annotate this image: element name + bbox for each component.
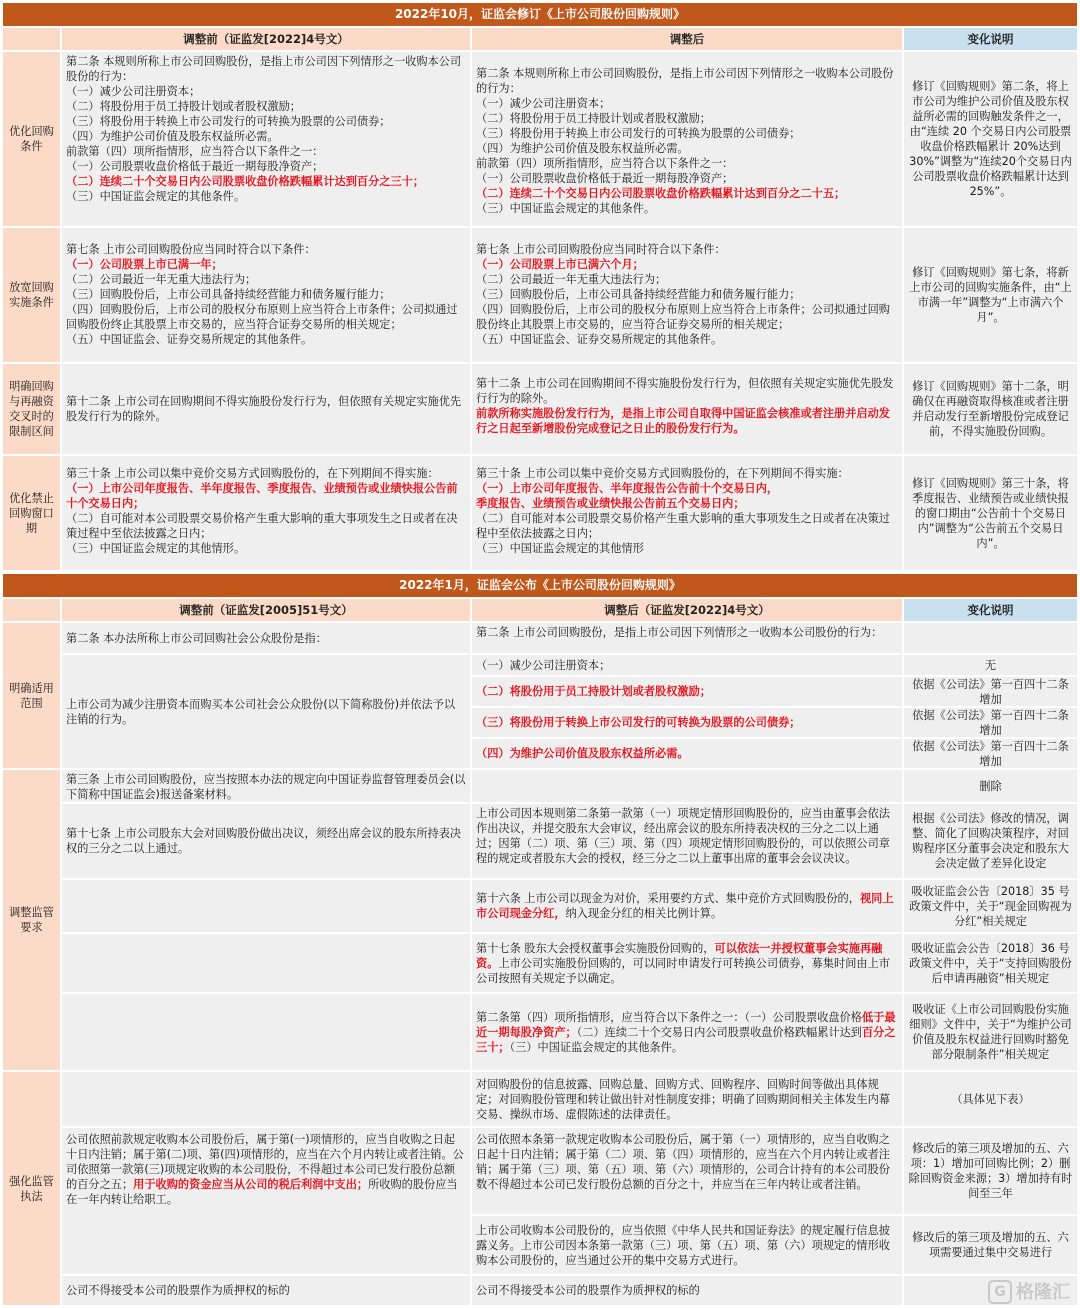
note-cell: 吸收证《上市公司回购股份实施细则》文件中，关于“为维护公司价值及股东权益进行回购时豁免部分限制条件”相关规定 <box>904 994 1077 1070</box>
note-cell: 依据《公司法》第一百四十二条增加 <box>904 739 1077 768</box>
clause-line: （三）中国证监会规定的其他条件。 <box>66 190 246 203</box>
note-cell: 修订《回购规则》第十二条，明确仅在再融资取得核准或者注册并启动发行至新增股份完成登记前，不得实施股份回购。 <box>904 364 1077 454</box>
after-cell: 第十六条 上市公司以现金为对价，采用要约方式、集中竞价方式回购股份的，视同上市公司现金分红，纳入现金分红的相关比例计算。 <box>472 880 902 932</box>
clause-line: 第七条 上市公司回购股份应当同时符合以下条件： <box>476 243 726 256</box>
clause-line: 第二条 本规则所称上市公司回购股份，是指上市公司因下列情形之一收购本公司股份的行为： <box>476 67 894 95</box>
clause-line: （一）公司股票上市已满六个月； <box>476 258 644 271</box>
after-cell: 上市公司因本规则第二条第一款第（一）项规定情形回购股份的，应当由董事会依法作出决议，并提交股东大会审议，经出席会议的股东所持表决权的三分之二以上通过；因第（二）项、第（三）项、第（四）项规定情形回购股份的，可以依照公司章程的规定或者股东大会的授权，经三分之二以上董事出席的董事会会议决议。 <box>472 804 902 878</box>
before-cell <box>62 994 470 1070</box>
before-cell: 第二条 本办法所称上市公司回购社会公众股份是指： <box>62 623 470 653</box>
note-cell: 依据《公司法》第一百四十二条增加 <box>904 677 1077 706</box>
after-cell: （一）减少公司注册资本； <box>472 655 902 675</box>
clause-line: （四）回购股份后，上市公司的股权分布原则上应当符合上市条件；公司拟通过回购股份终止其股票上市交易的，应当符合证券交易所的相关规定； <box>66 303 458 331</box>
before-cell <box>62 364 470 454</box>
gelonghui-logo-icon: G <box>988 1280 1012 1304</box>
note-cell: 修改后的第三项及增加的五、六项：1）增加可回购比例；2）删除回购资金来源；3）增加持有时间至三年 <box>904 1128 1077 1214</box>
clause-line: 季度报告、业绩预告或业绩快报公告前五个交易日内； <box>476 497 745 510</box>
note-cell: 无 <box>904 655 1077 675</box>
clause-line: （五）中国证监会、证券交易所规定的其他条件。 <box>66 333 313 346</box>
header-note: 变化说明 <box>904 599 1077 621</box>
clause-line: （三）回购股份后，上市公司具备持续经营能力和债务履行能力； <box>476 288 801 301</box>
header-before: 调整前（证监发[2022]4号文） <box>62 28 470 50</box>
category-cell: 放宽回购实施条件 <box>3 228 60 362</box>
before-cell <box>62 52 470 226</box>
note-cell: 根据《公司法》修改的情况，调整、简化了回购决策程序，对回购程序区分董事会决定和股东大会决定做了差异化设定 <box>904 804 1077 878</box>
after-cell: （四）为维护公司价值及股东权益所必需。 <box>472 739 902 768</box>
clause-line: （三）将股份用于转换上市公司发行的可转换为股票的公司债券； <box>476 127 801 140</box>
after-cell: 第二条 上市公司回购股份，是指上市公司因下列情形之一收购本公司股份的行为： <box>472 623 902 653</box>
header-after: 调整后 <box>472 28 902 50</box>
note-cell: （具体见下表） <box>904 1072 1077 1126</box>
before-cell: 第十七条 上市公司股东大会对回购股份做出决议，须经出席会议的股东所持表决权的三分之二以上通过。 <box>62 804 470 878</box>
category-cell: 明确适用范围 <box>3 623 60 768</box>
clause-line: （三）中国证监会规定的其他情形。 <box>66 542 246 555</box>
note-cell: 依据《公司法》第一百四十二条增加 <box>904 708 1077 737</box>
category-cell: 明确回购与再融资交叉时的限制区间 <box>3 364 60 454</box>
after-cell: 上市公司收购本公司股份的，应当依照《中华人民共和国证券法》的规定履行信息披露义务。上市公司因本条第一款第（三）项、第（五）项、第（六）项规定的情形收购本公司股份的，应当通过公开的集中交易方式进行。 <box>472 1216 902 1274</box>
clause-line: （三）中国证监会规定的其他条件。 <box>476 202 656 215</box>
clause-line: （二）将股份用于员工持股计划或者股权激励； <box>66 100 301 113</box>
clause-line: 第七条 上市公司回购股份应当同时符合以下条件： <box>66 243 316 256</box>
clause-line: 前款所称实施股份发行行为，是指上市公司自取得中国证监会核准或者注册并启动发行之日起至新增股份完成登记之日止的股份发行行为。 <box>476 407 890 435</box>
clause-line: （二）自可能对本公司股票交易价格产生重大影响的重大事项发生之日或者在决策过程中至依法披露之日内； <box>476 512 890 540</box>
before-cell <box>62 880 470 932</box>
after-cell: 第二条第（四）项所指情形，应当符合以下条件之一：（一）公司股票收盘价格低于最近一期每股净资产；（二）连续二十个交易日内公司股票收盘价格跌幅累计达到百分之三十；（三）中国证监会规定的其他条件。 <box>472 994 902 1070</box>
clause-line: （三）回购股份后，上市公司具备持续经营能力和债务履行能力； <box>66 288 391 301</box>
clause-line: （五）中国证监会、证券交易所规定的其他条件。 <box>476 333 723 346</box>
clause-line: （二）连续二十个交易日内公司股票收盘价格跌幅累计达到百分之三十； <box>66 175 425 188</box>
before-cell <box>62 456 470 570</box>
header-blank <box>3 28 60 50</box>
clause-line: （四）回购股份后，上市公司的股权分布原则上应当符合上市条件；公司拟通过回购股份终止其股票上市交易的，应当符合证券交易所的相关规定； <box>476 303 890 331</box>
after-cell: 对回购股份的信息披露、回购总量、回购方式、回购程序、回购时间等做出具体规定；对回购股份管理和转让做出针对性制度安排；明确了回购期间相关主体发生内幕交易、操纵市场、虚假陈述的法律责任。 <box>472 1072 902 1126</box>
clause-line: （一）减少公司注册资本； <box>476 97 611 110</box>
category-cell: 优化回购条件 <box>3 52 60 226</box>
after-cell: （二）将股份用于员工持股计划或者股权激励； <box>472 677 902 706</box>
clause-line: （一）公司股票上市已满一年； <box>66 258 223 271</box>
note-cell: 吸收证监会公告〔2018〕35 号政策文件中，关于“现金回购视为分红”相关规定 <box>904 880 1077 932</box>
after-cell: （三）将股份用于转换上市公司发行的可转换为股票的公司债券； <box>472 708 902 737</box>
after-cell <box>472 456 902 570</box>
clause-line: （一）上市公司年度报告、半年度报告公告前十个交易日内， <box>476 482 779 495</box>
after-cell <box>472 770 902 802</box>
clause-line: 第十二条 上市公司在回购期间不得实施股份发行行为，但依照有关规定实施优先股发行行为的除外。 <box>66 395 462 423</box>
after-cell <box>472 228 902 362</box>
header-blank <box>3 599 60 621</box>
clause-line: （一）公司股票收盘价格低于最近一期每股净资产； <box>66 160 324 173</box>
after-cell: 公司依照本条第一款规定收购本公司股份后，属于第（一）项情形的，应当自收购之日起十日内注销；属于第（二）项、第（四）项情形的，应当在六个月内转让或者注销；属于第（三）项、第（五）项、第（六）项情形的，公司合计持有的本公司股份数不得超过本公司已发行股份总额的百分之十，并应当在三年内转让或者注销。 <box>472 1128 902 1214</box>
before-cell: 公司不得接受本公司的股票作为质押权的标的 <box>62 1276 470 1305</box>
note-cell <box>904 623 1077 653</box>
note-cell: 吸收证监会公告〔2018〕36 号政策文件中，关于“支持回购股份后申请再融资”相关规定 <box>904 934 1077 992</box>
before-cell <box>62 1072 470 1126</box>
clause-line: （二）自可能对本公司股票交易价格产生重大影响的重大事项发生之日或者在决策过程中至依法披露之日内； <box>66 512 458 540</box>
header-before: 调整前（证监发[2005]51号文） <box>62 599 470 621</box>
category-cell: 调整监管要求 <box>3 770 60 1070</box>
watermark: G 格隆汇 <box>988 1280 1070 1304</box>
category-cell: 优化禁止回购窗口期 <box>3 456 60 570</box>
category-cell: 强化监管执法 <box>3 1072 60 1305</box>
section1-title: 2022年10月，证监会修订《上市公司股份回购规则》 <box>3 3 1077 26</box>
note-cell: 修订《回购规则》第七条，将新上市公司的回购实施条件，由“上市满一年”调整为“上市满六个月”。 <box>904 228 1077 362</box>
after-cell: 第十七条 股东大会授权董事会实施股份回购的，可以依法一并授权董事会实施再融资。上市公司实施股份回购的，可以同时申请发行可转换公司债券，募集时间由上市公司按照有关规定予以确定。 <box>472 934 902 992</box>
clause-line: （二）连续二十个交易日内公司股票收盘价格跌幅累计达到百分之二十五； <box>476 187 846 200</box>
section2-title: 2022年1月，证监会公布《上市公司股份回购规则》 <box>3 574 1077 597</box>
before-cell <box>62 228 470 362</box>
before-cell: 上市公司为减少注册资本而购买本公司社会公众股份(以下简称股份)并依法予以注销的行为。 <box>62 655 470 768</box>
clause-line: （四）为维护公司价值及股东权益所必需。 <box>476 142 689 155</box>
note-cell: 修订《回购规则》第三十条，将季度报告、业绩预告或业绩快报的窗口期由“公告前十个交易日内”调整为“公告前五个交易日内”。 <box>904 456 1077 570</box>
after-cell: 公司不得接受本公司的股票作为质押权的标的 <box>472 1276 902 1305</box>
before-cell <box>62 934 470 992</box>
clause-line: （三）将股份用于转换上市公司发行的可转换为股票的公司债券； <box>66 115 391 128</box>
clause-line: 第十二条 上市公司在回购期间不得实施股份发行行为，但依照有关规定实施优先股发行行为的除外。 <box>476 377 894 405</box>
clause-line: 第三十条 上市公司以集中竞价交易方式回购股份的，在下列期间不得实施： <box>476 467 849 480</box>
clause-line: （一）上市公司年度报告、半年度报告、季度报告、业绩预告或业绩快报公告前十个交易日内； <box>66 482 458 510</box>
clause-line: （四）为维护公司价值及股东权益所必需。 <box>66 130 279 143</box>
header-note: 变化说明 <box>904 28 1077 50</box>
clause-line: 前款第（四）项所指情形，应当符合以下条件之一： <box>66 145 324 158</box>
after-cell <box>472 364 902 454</box>
note-cell: 修订《回购规则》第二条，将上市公司为维护公司价值及股东权益所必需的回购触发条件之一，由“连续 20 个交易日内公司股票收盘价格跌幅累计 20%达到 30%”调整为“连续20个交易日内公司股票收盘价格跌幅累计达到 25%”。 <box>904 52 1077 226</box>
clause-line: 第三十条 上市公司以集中竞价交易方式回购股份的，在下列期间不得实施： <box>66 467 439 480</box>
clause-line: （一）减少公司注册资本； <box>66 85 201 98</box>
after-cell <box>472 52 902 226</box>
note-cell: 修改后的第三项及增加的五、六项需要通过集中交易进行 <box>904 1216 1077 1274</box>
clause-line: 第二条 本规则所称上市公司回购股份，是指上市公司因下列情形之一收购本公司股份的行为： <box>66 55 462 83</box>
header-after: 调整后（证监发[2022]4号文） <box>472 599 902 621</box>
clause-line: 前款第（四）项所指情形，应当符合以下条件之一： <box>476 157 734 170</box>
clause-line: （三）中国证监会规定的其他情形 <box>476 542 644 555</box>
before-cell: 公司依照前款规定收购本公司股份后，属于第(一)项情形的，应当自收购之日起十日内注销；属于第(二)项、第(四)项情形的，应当在六个月内转让或者注销。公司依照第一款第(三)项规定收购的本公司股份，不得超过本公司已发行股份总额的百分之五；用于收购的资金应当从公司的税后利润中支出；所收购的股份应当在一年内转让给职工。 <box>62 1128 470 1274</box>
note-cell: 删除 <box>904 770 1077 802</box>
before-cell: 第三条 上市公司回购股份，应当按照本办法的规定向中国证券监督管理委员会(以下简称中国证监会)报送备案材料。 <box>62 770 470 802</box>
clause-line: （二）公司最近一年无重大违法行为； <box>66 273 257 286</box>
clause-line: （二）公司最近一年无重大违法行为； <box>476 273 667 286</box>
clause-line: （二）将股份用于员工持股计划或者股权激励； <box>476 112 711 125</box>
clause-line: （一）公司股票收盘价格低于最近一期每股净资产； <box>476 172 734 185</box>
